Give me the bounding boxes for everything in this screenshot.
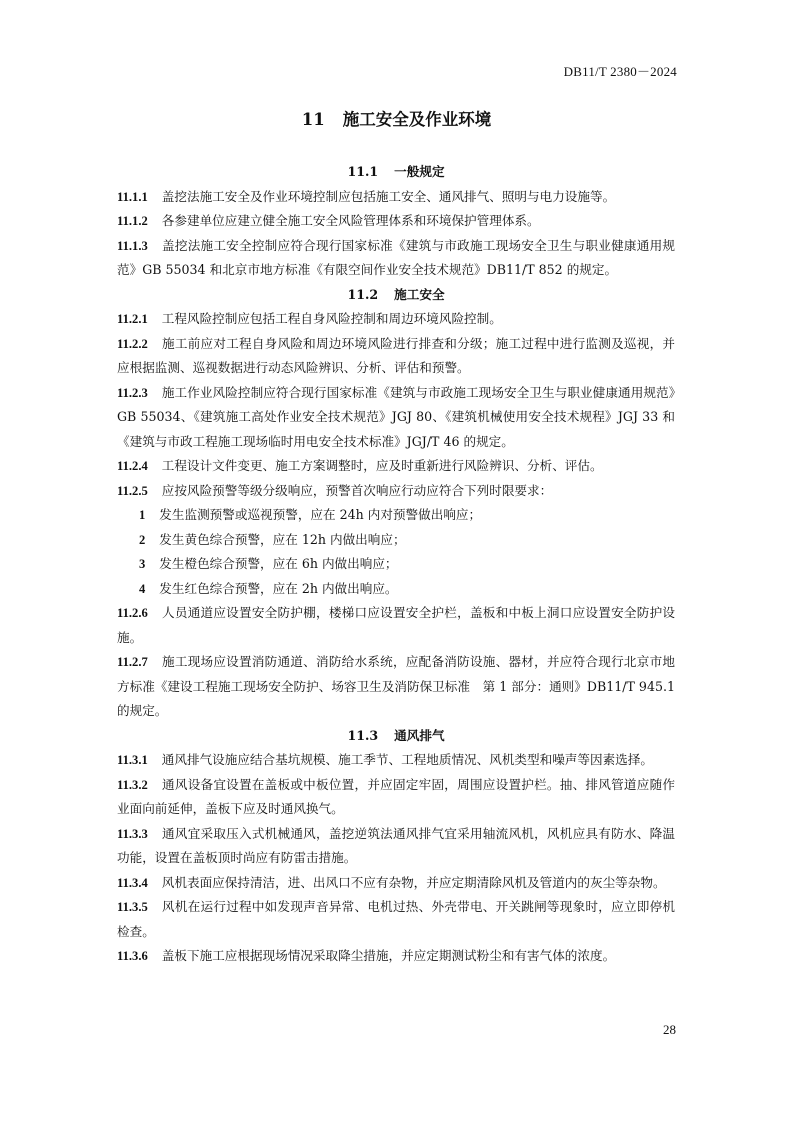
clause-text: 通风宜采取压入式机械通风，盖挖逆筑法通风排气宜采用轴流风机，风机应具有防水、降温功能，设置在盖板顶时尚应有防雷击措施。 <box>117 825 675 865</box>
document-body <box>117 160 675 969</box>
clause-number: 11.2.7 <box>117 655 148 669</box>
clause-text: 盖板下施工应根据现场情况采取降尘措施，并应定期测试粉尘和有害气体的浓度。 <box>161 948 616 963</box>
clause-11-2-5 <box>117 479 675 504</box>
clause-number: 11.3.5 <box>117 900 148 914</box>
list-item-text: 发生红色综合预警，应在 2h 内做出响应。 <box>159 580 398 596</box>
clause-number: 11.1.3 <box>117 238 148 253</box>
clause-11-2-7 <box>117 650 675 724</box>
section-title: 施工安全 <box>394 286 445 302</box>
chapter-number: 11 <box>301 110 325 129</box>
list-item-number: 4 <box>139 581 146 596</box>
section-number: 11.1 <box>347 164 379 179</box>
clause-number: 11.3.1 <box>117 753 148 767</box>
clause-text: 工程风险控制应包括工程自身风险控制和周边环境风险控制。 <box>161 311 502 326</box>
list-item-number: 3 <box>139 557 146 571</box>
clause-number: 11.1.2 <box>117 214 148 228</box>
section-title: 一般规定 <box>394 164 445 179</box>
list-item-number: 2 <box>139 532 146 547</box>
clause-number: 11.2.4 <box>117 459 148 473</box>
list-item <box>117 577 675 602</box>
clause-11-2-4 <box>117 454 675 479</box>
section-number: 11.2 <box>347 286 379 302</box>
clause-11-3-3 <box>117 822 675 871</box>
section-number: 11.3 <box>347 727 379 743</box>
clause-11-2-1 <box>117 307 675 332</box>
clause-number: 11.2.2 <box>117 336 148 351</box>
clause-11-1-3 <box>117 234 675 283</box>
clause-number: 11.2.3 <box>117 385 148 400</box>
clause-text: 风机在运行过程中如发现声音异常、电机过热、外壳带电、开关跳闸等现象时，应立即停机检查。 <box>117 899 675 939</box>
clause-text: 施工现场应设置消防通道、消防给水系统，应配备消防设施、器材，并应符合现行北京市地方标准《建设工程施工现场安全防护、场容卫生及消防保卫标准 第 1 部分：通则》DB11/T 945.1 的规定。 <box>117 654 675 718</box>
list-item-text: 发生黄色综合预警，应在 12h 内做出响应； <box>159 531 406 547</box>
list-item-number: 1 <box>139 508 146 522</box>
list-item-text: 发生橙色综合预警，应在 6h 内做出响应； <box>159 556 398 571</box>
clause-text: 工程设计文件变更、施工方案调整时，应及时重新进行风险辨识、分析、评估。 <box>161 458 603 473</box>
clause-number: 11.3.4 <box>117 875 148 890</box>
clause-text: 施工作业风险控制应符合现行国家标准《建筑与市政施工现场安全卫生与职业健康通用规范》GB 55034、《建筑施工高处作业安全技术规范》JGJ 80、《建筑机械使用安全技术规程》JGJ 33 和《建筑与市政工程施工现场临时用电安全技术标准》JGJ/T 46 的规定。 <box>117 384 675 449</box>
clause-11-3-4 <box>117 871 675 896</box>
clause-text: 人员通道应设置安全防护棚，楼梯口应设置安全护栏，盖板和中板上洞口应设置安全防护设施。 <box>117 605 675 645</box>
clause-11-2-2 <box>117 332 675 381</box>
clause-11-1-1 <box>117 185 675 210</box>
section-heading <box>117 283 675 308</box>
clause-text: 风机表面应保持清洁，进、出风口不应有杂物，并应定期清除风机及管道内的灰尘等杂物。 <box>161 874 666 890</box>
clause-text: 施工前应对工程自身风险和周边环境风险进行排查和分级；施工过程中进行监测及巡视，并应根据监测、巡视数据进行动态风险辨识、分析、评估和预警。 <box>117 335 675 375</box>
page-number: 28 <box>663 1022 676 1037</box>
list-item-text: 发生监测预警或巡视预警，应在 24h 内对预警做出响应； <box>159 507 482 522</box>
section-heading <box>117 160 675 185</box>
list-item <box>117 528 675 553</box>
clause-11-3-5 <box>117 895 675 944</box>
section-heading <box>117 724 675 749</box>
clause-text: 通风设备宜设置在盖板或中板位置，并应固定牢固，周围应设置护栏。抽、排风管道应随作业面向前延伸，盖板下应及时通风换气。 <box>117 776 675 816</box>
clause-text: 盖挖法施工安全控制应符合现行国家标准《建筑与市政施工现场安全卫生与职业健康通用规范》GB 55034 和北京市地方标准《有限空间作业安全技术规范》DB11/T 852 的规定。 <box>117 237 675 277</box>
clause-text: 通风排气设施应结合基坑规模、施工季节、工程地质情况、风机类型和噪声等因素选择。 <box>161 752 653 767</box>
list-item <box>117 552 675 577</box>
clause-number: 11.3.3 <box>117 826 148 841</box>
clause-11-3-2 <box>117 773 675 822</box>
clause-11-1-2 <box>117 209 675 234</box>
clause-text: 各参建单位应建立健全施工安全风险管理体系和环境保护管理体系。 <box>161 213 540 228</box>
clause-text: 盖挖法施工安全及作业环境控制应包括施工安全、通风排气、照明与电力设施等。 <box>161 188 616 204</box>
clause-11-3-6 <box>117 944 675 969</box>
clause-number: 11.2.1 <box>117 312 148 326</box>
clause-11-2-6 <box>117 601 675 650</box>
clause-number: 11.1.1 <box>117 189 148 204</box>
chapter-title <box>0 106 793 130</box>
clause-number: 11.2.5 <box>117 483 148 498</box>
clause-number: 11.2.6 <box>117 606 148 620</box>
clause-text: 应按风险预警等级分级响应，预警首次响应行动应符合下列时限要求： <box>161 482 553 498</box>
document-code: DB11/T 2380－2024 <box>563 64 677 79</box>
clause-number: 11.3.2 <box>117 777 148 792</box>
clause-11-3-1 <box>117 748 675 773</box>
clause-number: 11.3.6 <box>117 949 148 963</box>
chapter-title-text: 施工安全及作业环境 <box>342 110 492 129</box>
section-title: 通风排气 <box>394 727 445 743</box>
list-item <box>117 503 675 528</box>
clause-11-2-3 <box>117 381 675 455</box>
